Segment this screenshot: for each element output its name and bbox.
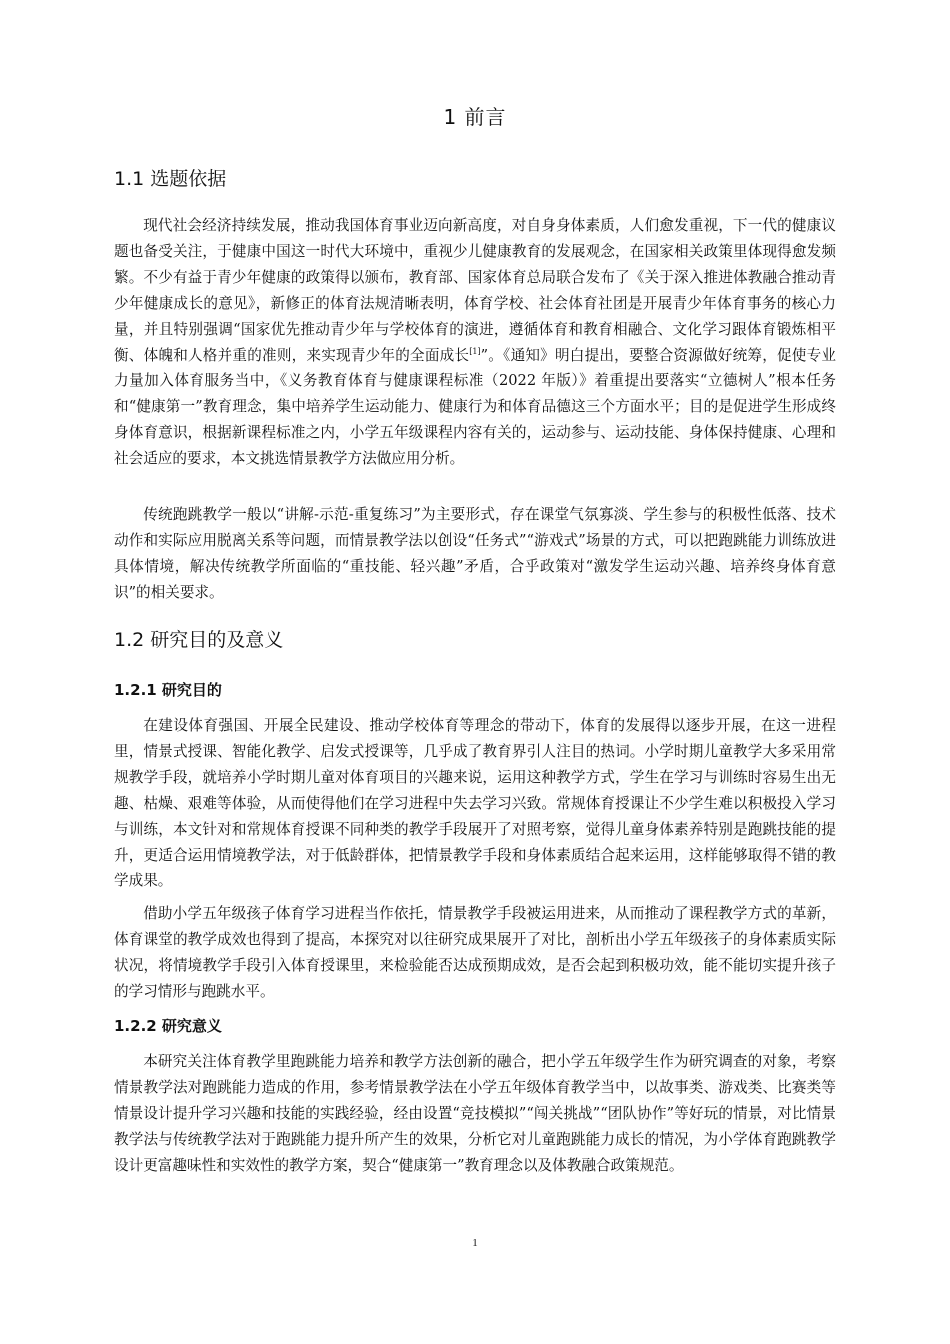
paragraph-text: 现代社会经济持续发展，推动我国体育事业迈向新高度，对自身身体素质，人们愈发重视，下一代的健康议题也备受关注，于健康中国这一时代大环境中，重视少儿健康教育的发展观念，在国家相关政策里体现得愈发频繁。不少有益于青少年健康的政策得以颁布，教育部、国家体育总局联合发布了《关于深入推进体教融合推动青少年健康成长的意见》，新修正的体育法规清晰表明，体育学校、社会体育社团是开展青少年体育事务的核心力量，并且特别强调“国家优先推动青少年与学校体育的演进，遵循体育和教育相融合、文化学习跟体育锻炼相平衡、体魄和人格并重的准则，来实现青少年的全面成长 <box>114 217 836 364</box>
paragraph-research-purpose-1: 在建设体育强国、开展全民建设、推动学校体育等理念的带动下，体育的发展得以逐步开展，在这一进程里，情景式授课、智能化教学、启发式授课等，几乎成了教育界引人注目的热词。小学时期儿童教学大多采用常规教学手段，就培养小学时期儿童对体育项目的兴趣来说，运用这种教学方式，学生在学习与训练时容易生出无趣、枯燥、艰难等体验，从而使得他们在学习进程中失去学习兴致。常规体育授课让不少学生难以积极投入学习与训练，本文针对和常规体育授课不同种类的教学手段展开了对照考察，觉得儿童身体素养特别是跑跳技能的提升，更适合运用情境教学法，对于低龄群体，把情景教学手段和身体素质结合起来运用，这样能够取得不错的教学成果。 <box>114 717 836 890</box>
paragraph-research-significance: 本研究关注体育教学里跑跳能力培养和教学方法创新的融合，把小学五年级学生作为研究调查的对象，考察情景教学法对跑跳能力造成的作用，参考情景教学法在小学五年级体育教学当中，以故事类、游戏类、比赛类等情景设计提升学习兴趣和技能的实践经验，经由设置“竞技模拟”“闯关挑战”“团队协作”等好玩的情景，对比情景教学法与传统教学法对于跑跳能力提升所产生的效果，分析它对儿童跑跳能力成长的情况，为小学体育跑跳教学设计更富趣味性和实效性的教学方案，契合“健康第一”教育理念以及体教融合政策规范。 <box>114 1053 836 1174</box>
paragraph-traditional-teaching: 传统跑跳教学一般以“讲解-示范-重复练习”为主要形式，存在课堂气氛寡淡、学生参与的积极性低落、技术动作和实际应用脱离关系等问题，而情景教学法以创设“任务式”“游戏式”场景的方式，可以把跑跳能力训练放进具体情境，解决传统教学所面临的“重技能、轻兴趣”矛盾，合乎政策对“激发学生运动兴趣、培养终身体育意识”的相关要求。 <box>114 506 836 601</box>
paragraph-research-purpose-2: 借助小学五年级孩子体育学习进程当作依托，情景教学手段被运用进来，从而推动了课程教学方式的革新，体育课堂的教学成效也得到了提高，本探究对以往研究成果展开了对比，剖析出小学五年级孩子的身体素质实际状况，将情境教学手段引入体育授课里，来检验能否达成预期成效，是否会起到积极功效，能不能切实提升孩子的学习情形与跑跳水平。 <box>114 905 836 1000</box>
section-heading-1-2: 1.2 研究目的及意义 <box>114 629 284 651</box>
subsection-heading-1-2-2: 1.2.2 研究意义 <box>114 1017 222 1035</box>
chapter-title: 1 前言 <box>443 105 507 129</box>
section-heading-1-1: 1.1 选题依据 <box>114 168 227 190</box>
citation-marker: [1] <box>469 346 481 356</box>
paragraph-text-continued: ”。《通知》明白提出，要整合资源做好统筹，促使专业力量加入体育服务当中，《义务教育体育与健康课程标准（2022 年版）》着重提出要落实“立德树人”根本任务和“健康第一”教育理念，集中培养学生运动能力、健康行为和体育品德这三个方面水平；目的是促进学生形成终身体育意识，根据新课程标准之内，小学五年级课程内容有关的，运动参与、运动技能、身体保持健康、心理和社会适应的要求，本文挑选情景教学方法做应用分析。 <box>114 346 836 468</box>
page-number: 1 <box>472 1237 478 1249</box>
subsection-heading-1-2-1: 1.2.1 研究目的 <box>114 681 222 699</box>
paragraph-policy-background <box>114 213 836 472</box>
